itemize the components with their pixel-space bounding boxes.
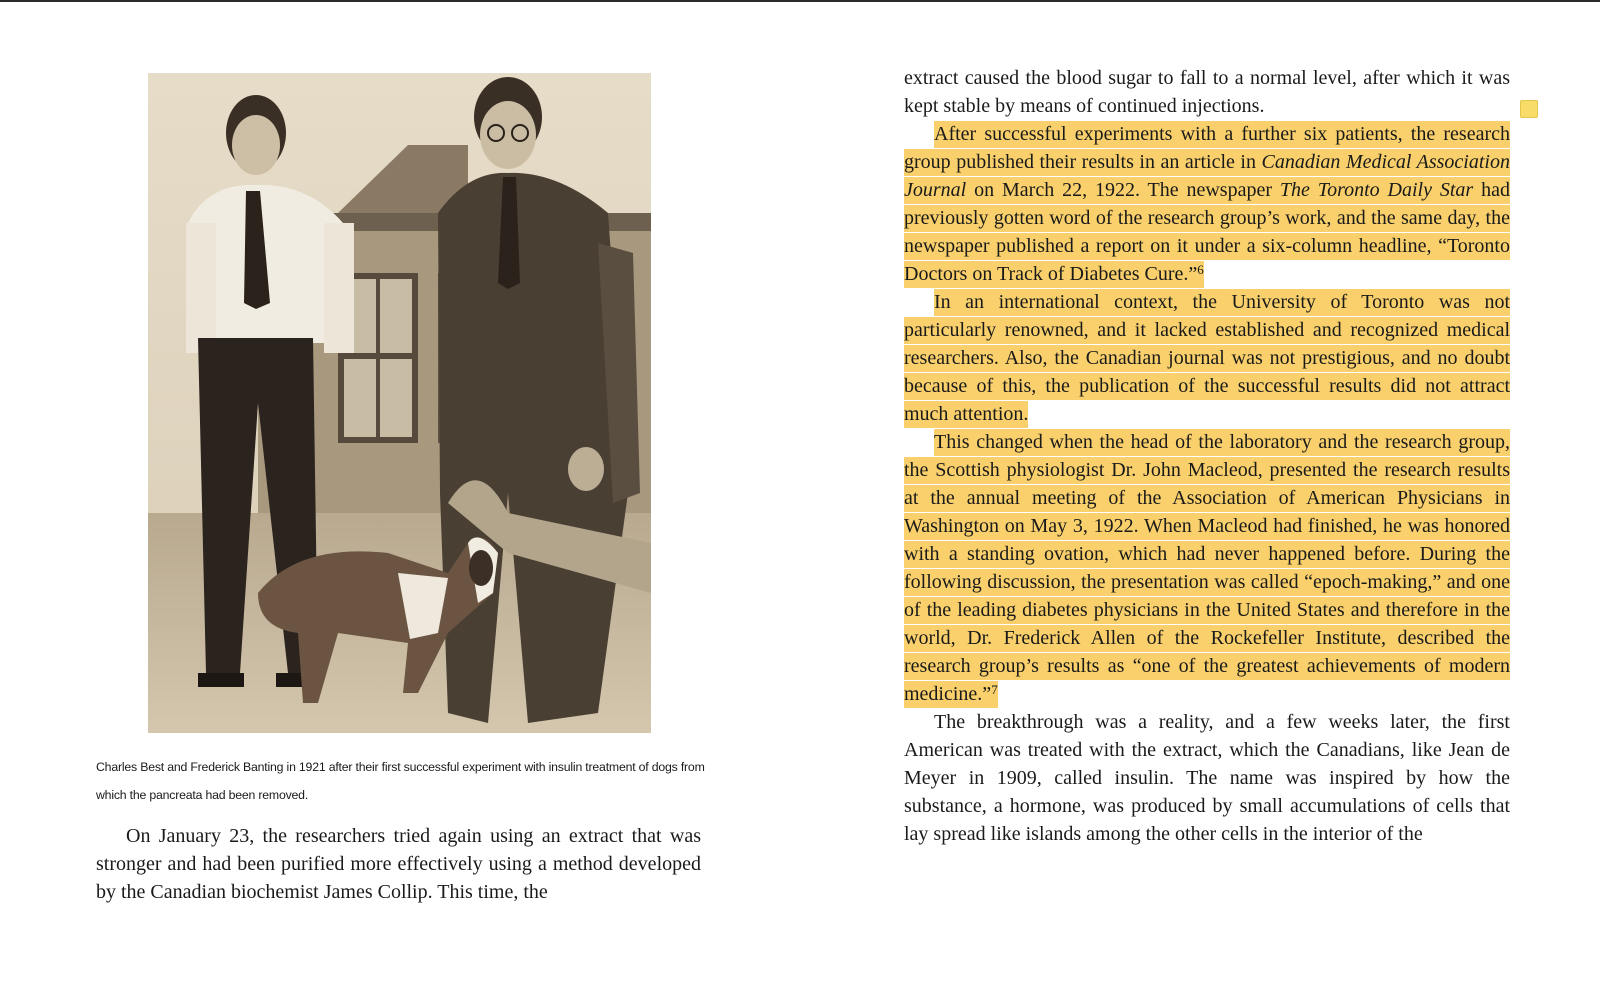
note-marker-icon[interactable] bbox=[1520, 100, 1538, 118]
footnote-ref-6[interactable]: 6 bbox=[1197, 262, 1204, 277]
paragraph-4: The breakthrough was a reality, and a few weeks later, the first American was treated with the extract, which the Canadians, like Jean de Meyer in 1909, called insulin. The name was inspired by how the substance, a hormone, was produced by small accumulations of cells that lay spread like islands among the other cells in the interior of the bbox=[904, 711, 1510, 845]
historical-photo bbox=[148, 73, 651, 733]
highlight-2[interactable]: In an international context, the University of Toronto was not particularly renowned, and it lacked established and recognized medical researchers. Also, the Canadian journal was not prestigious, and no doubt because of this, the publication of the successful results did not attract much attention. bbox=[904, 289, 1510, 428]
top-border bbox=[0, 0, 1600, 2]
footnote-ref-7[interactable]: 7 bbox=[991, 682, 998, 697]
left-page-text bbox=[96, 822, 701, 906]
highlighted-paragraph-3[interactable] bbox=[904, 428, 1510, 708]
highlighted-paragraph-2[interactable] bbox=[904, 288, 1510, 428]
figure-caption: Charles Best and Frederick Banting in 1921 after their first successful experiment with insulin treatment of dogs from which the pancreata had been removed. bbox=[96, 760, 705, 802]
left-paragraph: On January 23, the researchers tried again using an extract that was stronger and had been purified more effectively using a method developed by the Canadian biochemist James Collip. This time, the bbox=[96, 825, 701, 903]
highlighted-paragraph-1[interactable] bbox=[904, 120, 1510, 288]
right-page-text bbox=[904, 64, 1510, 848]
highlight-3[interactable]: This changed when the head of the laboratory and the research group, the Scottish physiologist Dr. John Macleod, presented the research results at the annual meeting of the Association of American Physicians in Washington on May 3, 1922. When Macleod had finished, he was honored with a standing ovation, which had never happened before. During the following discussion, the presentation was called “epoch-making,” and one of the leading diabetes physicians in the United States and therefore in the world, Dr. Frederick Allen of the Rockefeller Institute, described the research group’s results as “one of the greatest achievements of modern medicine.”$^7$ bbox=[904, 429, 1510, 708]
highlight-1[interactable]: After successful experiments with a further six patients, the research group published their results in an article in Canadian Medical Association Journal on March 22, 1922. The newspaper The Toronto Daily Star had previously gotten word of the research group’s work, and the same day, the newspaper published a report on it under a six-column headline, “Toronto Doctors on Track of Diabetes Cure.”$^6$ bbox=[904, 121, 1510, 288]
paragraph-continuation: extract caused the blood sugar to fall to a normal level, after which it was kept stable by means of continued injections. bbox=[904, 67, 1510, 117]
